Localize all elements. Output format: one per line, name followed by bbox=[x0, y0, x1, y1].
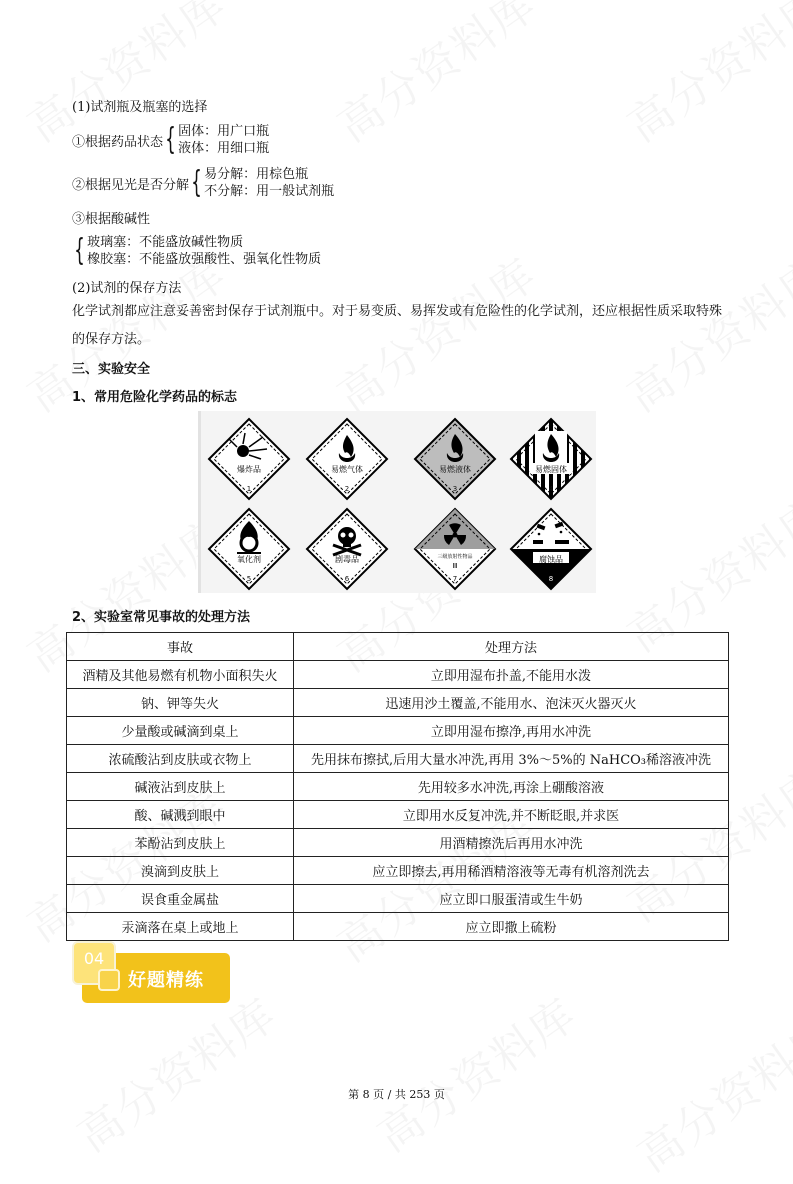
sign-number: 4 bbox=[548, 485, 554, 493]
accident-cell: 碱液沾到皮肤上 bbox=[67, 773, 294, 801]
sign-number: 1 bbox=[246, 485, 252, 493]
watermark bbox=[322, 0, 547, 154]
table-row bbox=[67, 885, 729, 913]
rule-line: 固体：用广口瓶 bbox=[178, 124, 270, 139]
method-cell: 应立即口服蛋清或生牛奶 bbox=[294, 885, 729, 913]
column-header: 事故 bbox=[67, 633, 294, 661]
sign-label: 三级放射性物品 bbox=[437, 554, 473, 560]
accident-cell: 汞滴落在桌上或地上 bbox=[67, 913, 294, 941]
sign-number: 7 bbox=[452, 575, 458, 583]
accident-cell: 酸、碱溅到眼中 bbox=[67, 801, 294, 829]
section-heading: 三、实验安全 bbox=[72, 362, 151, 377]
method-cell: 用酒精擦洗后再用水冲洗 bbox=[294, 829, 729, 857]
hazard-sign-toxic bbox=[305, 507, 389, 591]
sign-number: 6 bbox=[344, 575, 350, 583]
table-header-row bbox=[67, 633, 729, 661]
brace-icon: { bbox=[165, 122, 176, 157]
table-row bbox=[67, 717, 729, 745]
accident-cell: 酒精及其他易燃有机物小面积失火 bbox=[67, 661, 294, 689]
sign-number: 2 bbox=[344, 485, 350, 493]
rule-lead: ③根据酸碱性 bbox=[72, 212, 151, 227]
sign-label: 氧化剂 bbox=[237, 555, 261, 564]
hazard-sign-oxidizer bbox=[207, 507, 291, 591]
method-cell: 立即用湿布擦净,再用水冲洗 bbox=[294, 717, 729, 745]
section-title: (2)试剂的保存方法 bbox=[72, 281, 182, 296]
method-cell: 立即用水反复冲洗,并不断眨眼,并求医 bbox=[294, 801, 729, 829]
rule-line: 易分解：用棕色瓶 bbox=[204, 167, 309, 182]
column-header: 处理方法 bbox=[294, 633, 729, 661]
hazard-sign-flammable-solid bbox=[509, 417, 593, 501]
sign-label: 易燃液体 bbox=[439, 465, 471, 474]
rule-line: 不分解：用一般试剂瓶 bbox=[204, 184, 335, 199]
page-footer: 第 8 页 / 共 253 页 bbox=[348, 1088, 445, 1101]
rule-lead: ①根据药品状态 bbox=[72, 134, 164, 150]
sign-number: 5 bbox=[246, 575, 252, 583]
table-row bbox=[67, 801, 729, 829]
hazard-sign-explosive bbox=[207, 417, 291, 501]
brace-icon: { bbox=[191, 165, 202, 200]
table-row bbox=[67, 829, 729, 857]
badge-number: 04 bbox=[72, 941, 116, 985]
sub-heading: 2、实验室常见事故的处理方法 bbox=[72, 610, 251, 625]
sign-number: 8 bbox=[548, 575, 554, 583]
watermark bbox=[362, 980, 587, 1164]
accident-cell: 苯酚沾到皮肤上 bbox=[67, 829, 294, 857]
rule-state bbox=[72, 123, 269, 157]
section-title: (1)试剂瓶及瓶塞的选择 bbox=[72, 100, 208, 115]
method-cell: 应立即擦去,再用稀酒精溶液等无毒有机溶剂洗去 bbox=[294, 857, 729, 885]
sub-heading: 1、常用危险化学药品的标志 bbox=[72, 390, 238, 405]
table-row bbox=[67, 689, 729, 717]
watermark bbox=[612, 0, 793, 154]
rule-line: 玻璃塞：不能盛放碱性物质 bbox=[87, 235, 244, 250]
sign-extra: Ⅲ bbox=[452, 562, 458, 570]
sign-label: 易燃固体 bbox=[535, 465, 567, 474]
section-badge bbox=[82, 949, 230, 1003]
method-cell: 应立即撒上硫粉 bbox=[294, 913, 729, 941]
accident-cell: 钠、钾等失火 bbox=[67, 689, 294, 717]
badge-title: 好题精练 bbox=[128, 970, 204, 991]
table-row bbox=[67, 661, 729, 689]
rule-line: 橡胶塞：不能盛放强酸性、强氧化性物质 bbox=[87, 252, 322, 267]
accident-cell: 误食重金属盐 bbox=[67, 885, 294, 913]
method-cell: 先用抹布擦拭,后用大量水冲洗,再用 3%～5%的 NaHCO₃稀溶液冲洗 bbox=[294, 745, 729, 773]
hazard-signs-panel bbox=[198, 411, 596, 593]
brace-icon: { bbox=[74, 233, 85, 268]
hazard-sign-corrosive bbox=[509, 507, 593, 591]
accident-table bbox=[66, 632, 729, 941]
rule-line: 液体：用细口瓶 bbox=[178, 141, 270, 156]
table-row bbox=[67, 913, 729, 941]
hazard-sign-flammable-gas bbox=[305, 417, 389, 501]
sign-label: 剧毒品 bbox=[335, 555, 359, 564]
hazard-sign-flammable-liquid bbox=[413, 417, 497, 501]
accident-cell: 溴滴到皮肤上 bbox=[67, 857, 294, 885]
paragraph: 化学试剂都应注意妥善密封保存于试剂瓶中。对于易变质、易挥发或有危险性的化学试剂，还应根据性质采取特殊的保存方法。 bbox=[72, 304, 723, 347]
accident-cell: 浓硫酸沾到皮肤或衣物上 bbox=[67, 745, 294, 773]
accident-cell: 少量酸或碱滴到桌上 bbox=[67, 717, 294, 745]
sign-label: 腐蚀品 bbox=[539, 555, 563, 564]
sign-number: 3 bbox=[452, 485, 458, 493]
sign-label: 易燃气体 bbox=[331, 465, 363, 474]
hazard-sign-radioactive bbox=[413, 507, 497, 591]
method-cell: 迅速用沙土覆盖,不能用水、泡沫灭火器灭火 bbox=[294, 689, 729, 717]
watermark bbox=[62, 980, 287, 1164]
sign-label: 爆炸品 bbox=[237, 465, 261, 474]
rule-acidity bbox=[72, 234, 321, 268]
badge-square-icon bbox=[98, 969, 120, 991]
method-cell: 先用较多水冲洗,再涂上硼酸溶液 bbox=[294, 773, 729, 801]
table-row bbox=[67, 773, 729, 801]
table-row bbox=[67, 745, 729, 773]
rule-lead: ②根据见光是否分解 bbox=[72, 177, 190, 193]
rule-light bbox=[72, 166, 334, 200]
table-row bbox=[67, 857, 729, 885]
method-cell: 立即用湿布扑盖,不能用水泼 bbox=[294, 661, 729, 689]
